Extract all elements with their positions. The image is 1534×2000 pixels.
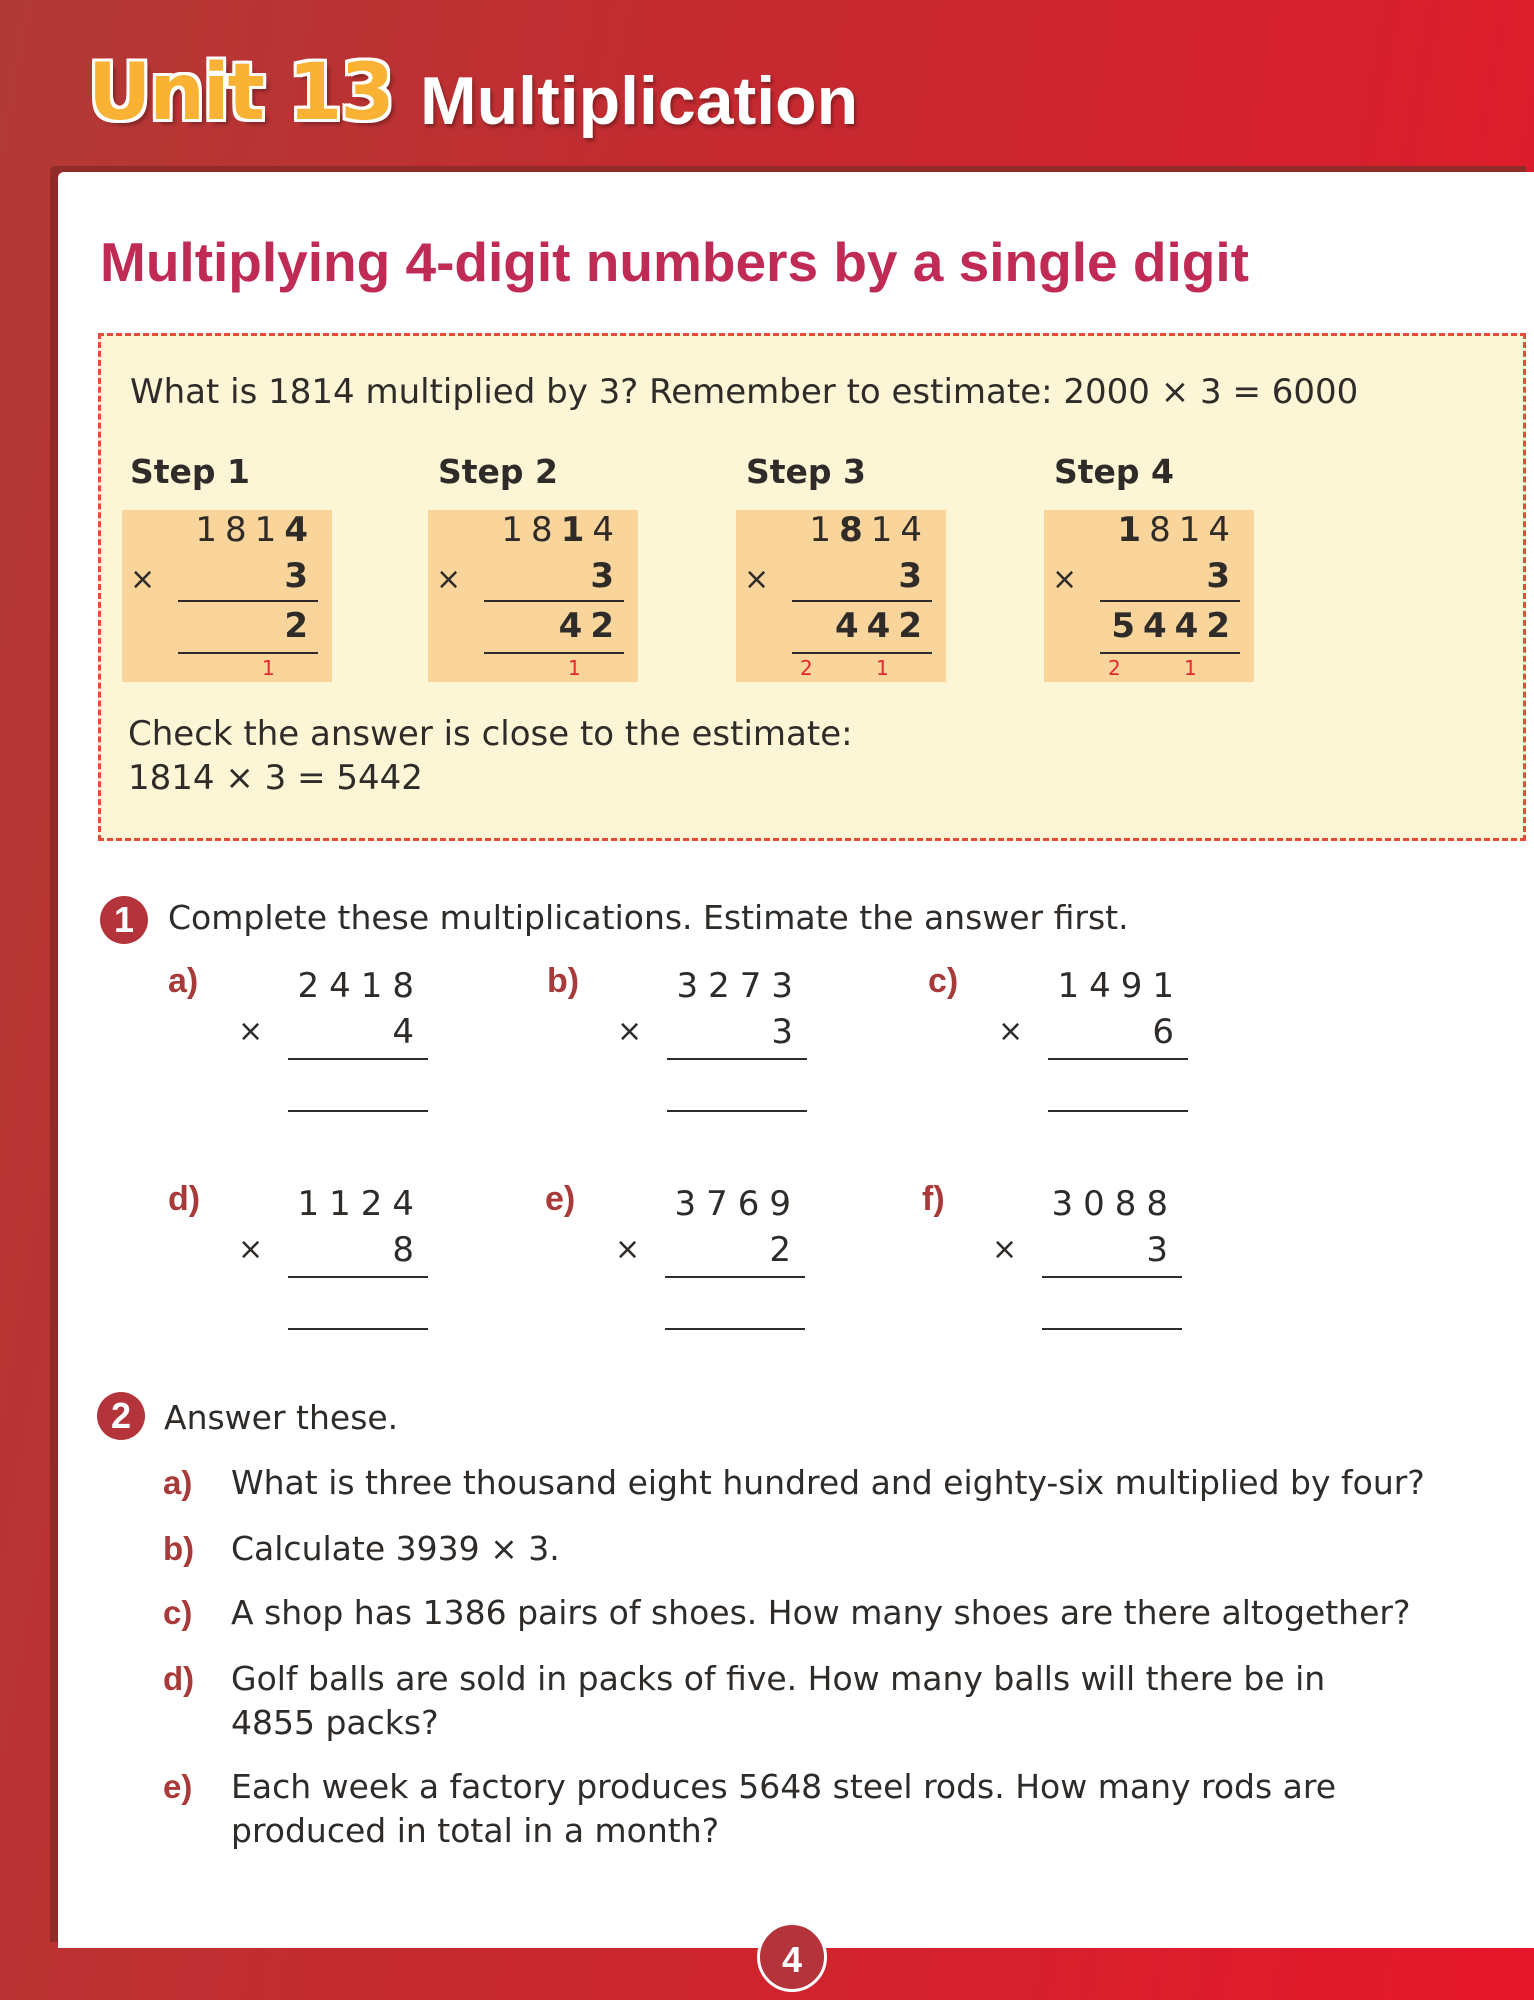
step-box — [1044, 510, 1254, 682]
step-carry: 2 — [800, 656, 813, 680]
word-problem: A shop has 1386 pairs of shoes. How many shoes are there altogether? — [231, 1593, 1411, 1632]
exercise-letter: c) — [928, 962, 959, 1000]
exercise-multiplier: 2 — [769, 1230, 801, 1270]
step-carry: 1 — [568, 656, 581, 680]
multiplication-exercise — [928, 962, 1248, 1112]
word-problem: What is three thousand eight hundred and eighty-six multiplied by four? — [231, 1463, 1425, 1502]
times-sign: × — [1052, 562, 1078, 597]
exercise-multiplier: 4 — [392, 1012, 424, 1052]
times-sign: × — [238, 1232, 264, 1267]
step-top-number: 1814 — [809, 510, 930, 550]
step-multiplier: 3 — [590, 556, 622, 596]
exercise-multiplier: 6 — [1152, 1012, 1184, 1052]
problem-letter: b) — [163, 1530, 195, 1567]
question-text: Answer these. — [164, 1398, 399, 1437]
step-box — [736, 510, 946, 682]
question-number-badge: 2 — [97, 1392, 145, 1440]
exercise-top-number: 1124 — [297, 1184, 424, 1224]
step-top-number: 1814 — [1117, 510, 1238, 550]
problem-letter: a) — [163, 1464, 193, 1501]
step-label: Step 4 — [1054, 452, 1174, 491]
multiplication-exercise — [547, 962, 867, 1112]
step-multiplier: 3 — [898, 556, 930, 596]
step-top-number: 1814 — [501, 510, 622, 550]
word-problem: Each week a factory produces 5648 steel rods. How many rods are produced in total in a month? — [231, 1767, 1337, 1850]
page-number: 4 — [757, 1922, 827, 1992]
lesson-title: Multiplying 4-digit numbers by a single digit — [100, 231, 1249, 293]
step-carry: 1 — [262, 656, 275, 680]
check-answer-text — [128, 712, 853, 800]
step-carry: 2 — [1108, 656, 1121, 680]
exercise-top-number: 2418 — [297, 966, 424, 1006]
problem-letter: c) — [163, 1594, 193, 1631]
step-multiplier: 3 — [284, 556, 316, 596]
exercise-top-number: 1491 — [1057, 966, 1184, 1006]
times-sign: × — [130, 562, 156, 597]
step-carry: 1 — [1184, 656, 1197, 680]
exercise-multiplier: 3 — [771, 1012, 803, 1052]
exercise-top-number: 3273 — [676, 966, 803, 1006]
step-result: 5442 — [1111, 606, 1238, 646]
step-result: 442 — [835, 606, 930, 646]
times-sign: × — [436, 562, 462, 597]
multiplication-exercise — [922, 1180, 1242, 1330]
check-line: Check the answer is close to the estimate: — [128, 714, 853, 754]
answer-line[interactable] — [1048, 1110, 1188, 1112]
step-label: Step 2 — [438, 452, 558, 491]
step-box — [122, 510, 332, 682]
step-carry: 1 — [876, 656, 889, 680]
step-result: 2 — [284, 606, 316, 646]
step-result: 42 — [558, 606, 622, 646]
answer-line[interactable] — [1042, 1328, 1182, 1330]
exercise-top-number: 3088 — [1051, 1184, 1178, 1224]
exercise-letter: d) — [168, 1180, 201, 1218]
problem-letter: d) — [163, 1660, 195, 1697]
exercise-multiplier: 8 — [392, 1230, 424, 1270]
times-sign: × — [992, 1232, 1018, 1267]
unit-title: Multiplication — [420, 63, 859, 139]
multiplication-exercise — [545, 1180, 865, 1330]
exercise-top-number: 3769 — [674, 1184, 801, 1224]
exercise-letter: e) — [545, 1180, 576, 1218]
answer-line[interactable] — [288, 1110, 428, 1112]
example-question: What is 1814 multiplied by 3? Remember to estimate: 2000 × 3 = 6000 — [130, 372, 1359, 412]
unit-label: Unit 13 — [88, 48, 393, 138]
exercise-multiplier: 3 — [1146, 1230, 1178, 1270]
problem-letter: e) — [163, 1768, 193, 1805]
multiplication-exercise — [168, 962, 488, 1112]
answer-line[interactable] — [288, 1328, 428, 1330]
step-box — [428, 510, 638, 682]
word-problem: Golf balls are sold in packs of five. How many balls will there be in 4855 packs? — [231, 1659, 1326, 1742]
check-line: 1814 × 3 = 5442 — [128, 758, 423, 798]
step-multiplier: 3 — [1206, 556, 1238, 596]
times-sign: × — [615, 1232, 641, 1267]
step-label: Step 3 — [746, 452, 866, 491]
exercise-letter: f) — [922, 1180, 945, 1218]
word-problem: Calculate 3939 × 3. — [231, 1529, 560, 1568]
answer-line[interactable] — [667, 1110, 807, 1112]
question-text: Complete these multiplications. Estimate the answer first. — [168, 898, 1129, 937]
multiplication-exercise — [168, 1180, 488, 1330]
exercise-letter: b) — [547, 962, 580, 1000]
times-sign: × — [617, 1014, 643, 1049]
times-sign: × — [238, 1014, 264, 1049]
question-number-badge: 1 — [100, 896, 148, 944]
times-sign: × — [744, 562, 770, 597]
step-label: Step 1 — [130, 452, 250, 491]
step-top-number: 1814 — [195, 510, 316, 550]
times-sign: × — [998, 1014, 1024, 1049]
answer-line[interactable] — [665, 1328, 805, 1330]
exercise-letter: a) — [168, 962, 199, 1000]
